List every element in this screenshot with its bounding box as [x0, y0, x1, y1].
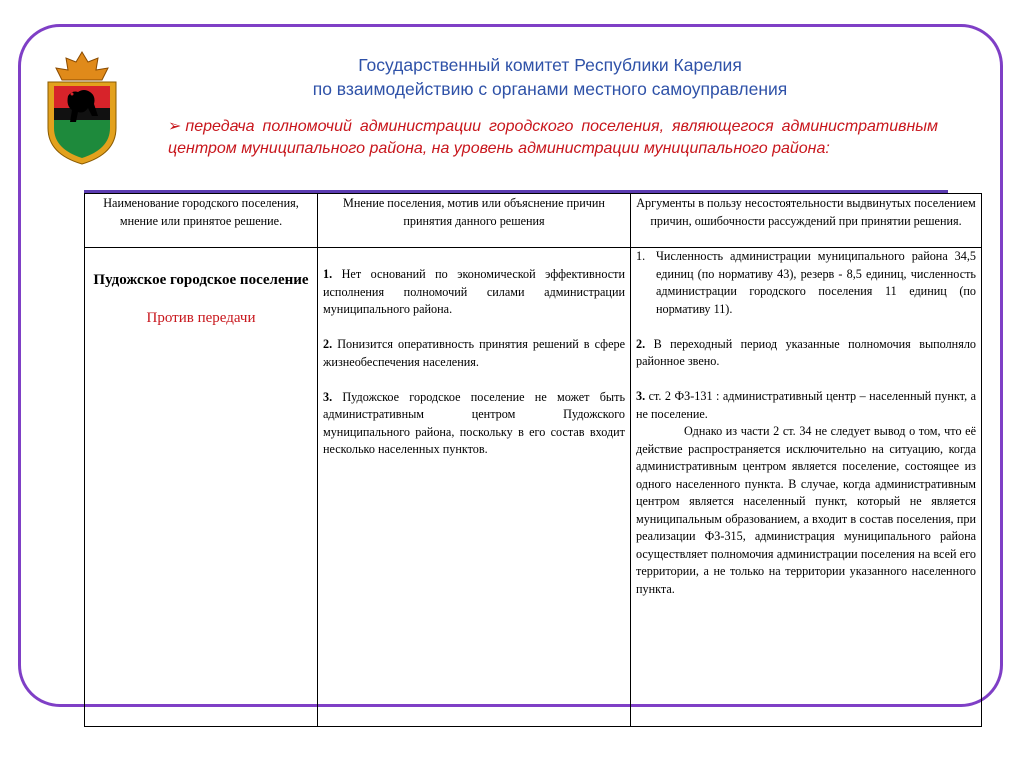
header-col-opinion: Мнение поселения, мотив или объяснение причин принятия данного решения [318, 194, 631, 248]
table-container [84, 190, 976, 707]
reason-item: 1. Нет оснований по экономической эффективности исполнения полномочий силами администрации муниципального района. [323, 267, 625, 316]
subtitle [168, 116, 938, 159]
reason-item: 2. Понизится оперативность принятия решений в сфере жизнеобеспечения населения. [323, 337, 625, 369]
cell-reasons [318, 248, 631, 727]
decision-table [84, 193, 982, 727]
argument-item: 1. Численность администрации муниципального района 34,5 единиц (по нормативу 43), резерв - 8,5 единиц, численность администрации городского поселения 11 единиц (по нормативу 11). [636, 249, 976, 316]
coat-of-arms-icon [42, 50, 122, 166]
argument-item: 3. ст. 2 ФЗ-131 : административный центр – населенный пункт, а не поселение. [636, 389, 976, 421]
table-row [85, 248, 982, 727]
table-header-row [85, 194, 982, 248]
page-title [200, 53, 900, 101]
argument-item: 2. В переходный период указанные полномочия выполняло районное звено. [636, 336, 976, 368]
cell-settlement [85, 248, 318, 727]
subtitle-text: передача полномочий администрации городского поселения, являющегося административным центром муниципального района, на уровень администрации муниципального района: [168, 118, 938, 157]
header-col-arguments: Аргументы в пользу несостоятельности выдвинутых поселением причин, ошибочности рассуждений при принятии решения. [631, 194, 982, 248]
title-line-2: по взаимодействию с органами местного самоуправления [312, 79, 788, 99]
cell-arguments [631, 248, 982, 727]
settlement-name: Пудожское городское поселение [93, 272, 309, 288]
arrow-bullet-icon: ➢ [168, 118, 182, 135]
header-col-name: Наименование городского поселения, мнение или принятое решение. [85, 194, 318, 248]
reason-item: 3. Пудожское городское поселение не может быть административным центром Пудожского муниципального района, поскольку в его состав входит несколько населенных пунктов. [323, 389, 625, 456]
decision-text: Против передачи [146, 310, 256, 326]
argument-continuation: Однако из части 2 ст. 34 не следует вывод о том, что её действие распространяется исключительно на ситуацию, когда административным центром является поселение, состоящее из одного населенного пункта. В случае, когда административным центром является населенный пункт, который не является муниципальным образованием, а входит в состав поселения, при реализации ФЗ-315, администрация муниципального района осуществляет полномочия администрации поселения на всей его территории, а не только на территории указанного населенного пункта. [636, 424, 976, 596]
title-line-1: Государственный комитет Республики Карелия [358, 55, 742, 75]
